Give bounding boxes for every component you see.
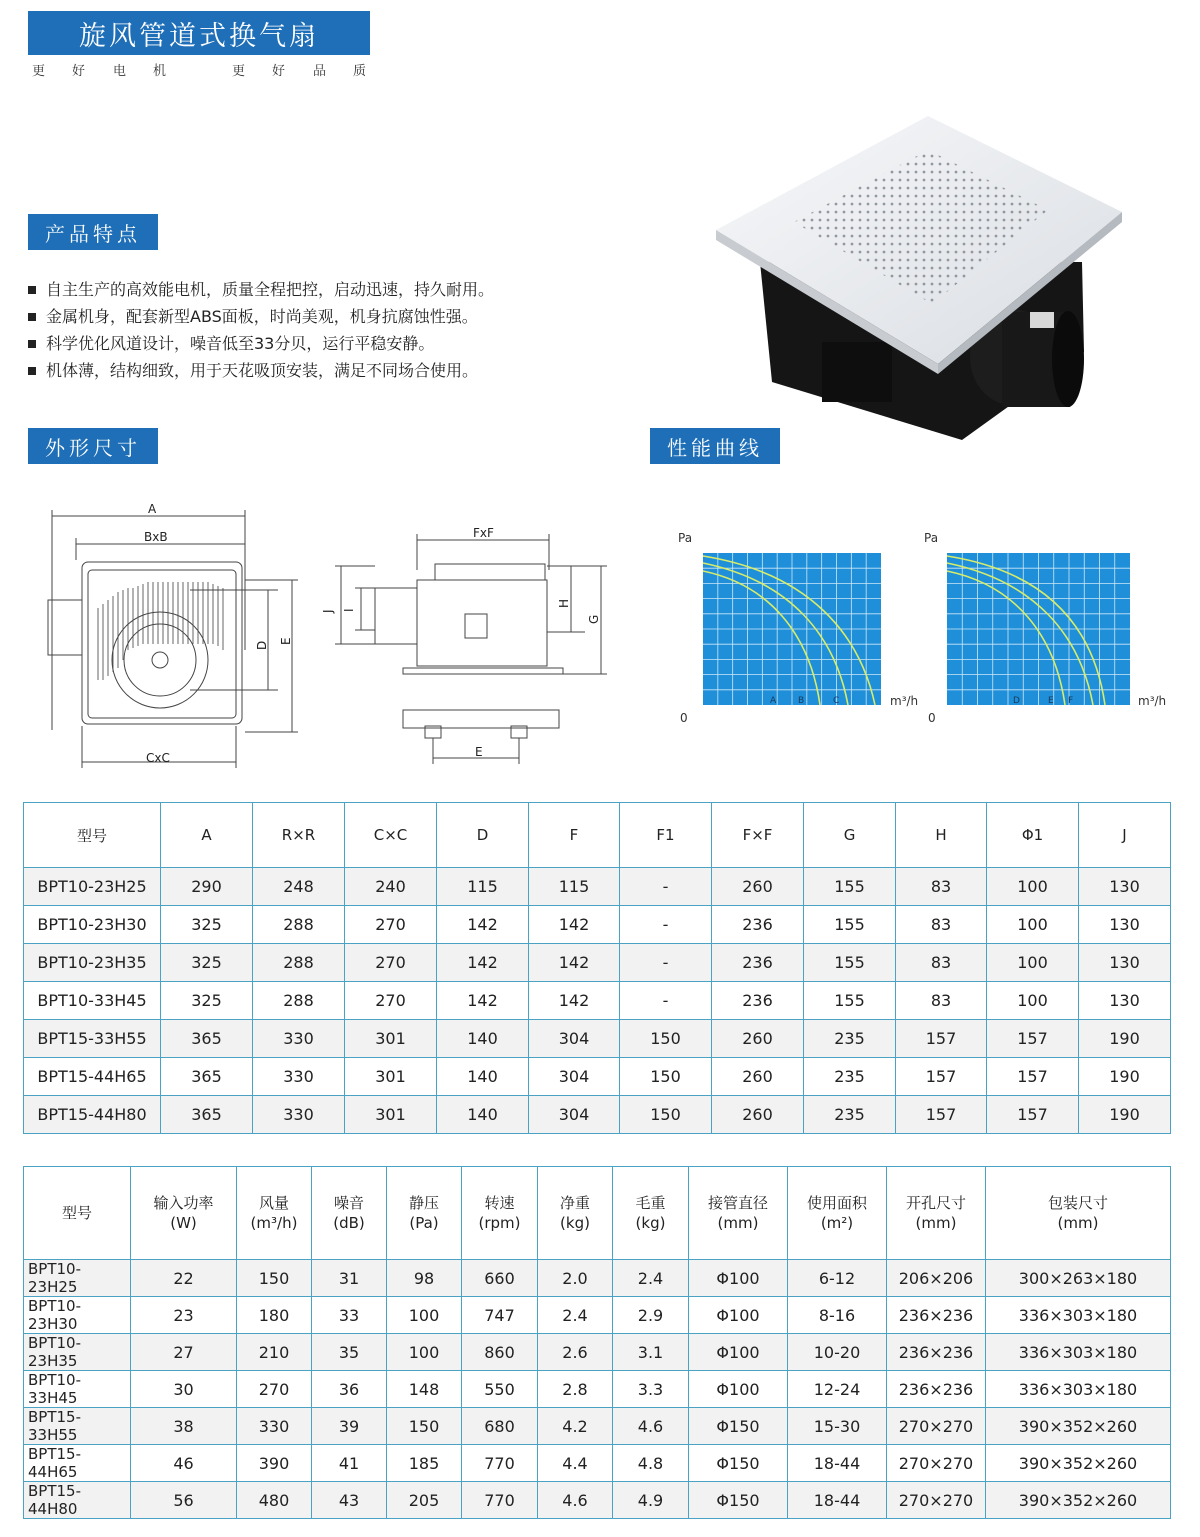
table-cell: BPT10-33H45 [24,982,161,1020]
table-cell: 157 [896,1058,987,1096]
table-cell: 4.8 [613,1445,689,1482]
table-cell: BPT15-44H65 [24,1058,161,1096]
table-cell: 206×206 [887,1260,986,1297]
table-cell: 100 [987,944,1079,982]
header-label: 净重 [559,1194,590,1212]
table-cell: Φ100 [689,1297,788,1334]
table-cell: 290 [161,868,253,906]
table-cell: 660 [462,1260,538,1297]
table-cell: 235 [804,1058,896,1096]
table-cell: 140 [437,1020,529,1058]
dimensions-section-title: 外形尺寸 [28,428,158,464]
table-header-cell: Φ1 [987,803,1079,868]
table-cell: BPT10-33H45 [24,1371,131,1408]
table-cell: 100 [987,906,1079,944]
table-cell: 236×236 [887,1371,986,1408]
header-label: 开孔尺寸 [905,1194,966,1212]
table-header-cell [131,1167,237,1260]
table-cell: BPT10-23H35 [24,1334,131,1371]
table-cell: Φ100 [689,1334,788,1371]
table-header-cell: C×C [345,803,437,868]
header-unit: (rpm) [478,1214,521,1232]
table-row [24,1408,1171,1445]
feature-item: 科学优化风道设计，噪音低至33分贝，运行平稳安静。 [28,330,494,357]
table-cell: 4.2 [538,1408,613,1445]
table-cell: 36 [312,1371,387,1408]
table-cell: 2.6 [538,1334,613,1371]
table-row [24,1445,1171,1482]
header-unit: (Pa) [409,1214,439,1232]
curve-label-e: E [1048,696,1054,706]
table-cell: 390×352×260 [986,1445,1171,1482]
header-label: 使用面积 [806,1194,867,1212]
table-cell: 680 [462,1408,538,1445]
origin-left: 0 [680,711,688,725]
table-cell: 150 [620,1020,712,1058]
table-cell: 860 [462,1334,538,1371]
table-cell: 301 [345,1020,437,1058]
table-cell: 142 [437,982,529,1020]
table-cell: 325 [161,982,253,1020]
header-unit: (mm) [1057,1214,1099,1232]
table-cell: Φ100 [689,1260,788,1297]
curve-label-a: A [770,696,777,706]
table-cell: 155 [804,868,896,906]
table-cell: 235 [804,1020,896,1058]
table-header-cell [689,1167,788,1260]
product-image [712,112,1124,442]
table-cell: - [620,868,712,906]
table-row [24,982,1171,1020]
dim-label-j: J [321,609,335,613]
table-header-cell: R×R [253,803,345,868]
table-cell: 270×270 [887,1408,986,1445]
table-cell: 270×270 [887,1482,986,1519]
table-cell: 27 [131,1334,237,1371]
table-cell: 83 [896,868,987,906]
page-title: 旋风管道式换气扇 [28,11,370,55]
table-cell: 115 [437,868,529,906]
table-cell: 142 [437,906,529,944]
table-cell: 140 [437,1058,529,1096]
header-unit: (m²) [820,1214,854,1232]
x-axis-label-right: m³/h [1138,694,1167,708]
table-cell: 150 [237,1260,312,1297]
table-cell: 248 [253,868,345,906]
header-unit: (W) [170,1214,197,1232]
dimension-table [23,802,1171,1134]
spec-table [23,1166,1171,1519]
table-row [24,1482,1171,1519]
table-cell: 336×303×180 [986,1334,1171,1371]
table-cell: 236 [712,982,804,1020]
table-cell: 148 [387,1371,462,1408]
table-cell: 304 [529,1096,620,1134]
table-cell: 260 [712,1096,804,1134]
feature-item: 金属机身，配套新型ABS面板，时尚美观，机身抗腐蚀性强。 [28,303,494,330]
dim-label-h: H [557,598,571,608]
table-cell: 2.8 [538,1371,613,1408]
table-cell: 270×270 [887,1445,986,1482]
table-row [24,1020,1171,1058]
table-row [24,1096,1171,1134]
table-cell: 157 [987,1058,1079,1096]
table-header-cell: A [161,803,253,868]
table-cell: 390 [237,1445,312,1482]
table-cell: 236×236 [887,1297,986,1334]
curve-label-d: D [1013,696,1020,706]
header-unit: (m³/h) [250,1214,298,1232]
table-row [24,1334,1171,1371]
table-cell: 4.6 [538,1482,613,1519]
table-header-cell [237,1167,312,1260]
table-cell: 157 [987,1096,1079,1134]
table-cell: 325 [161,906,253,944]
dim-label-i: I [342,608,356,612]
header-label: 包装尺寸 [1047,1194,1108,1212]
table-cell: 3.3 [613,1371,689,1408]
table-cell: 100 [387,1297,462,1334]
table-cell: 260 [712,1058,804,1096]
table-cell: 155 [804,944,896,982]
header-label: 风量 [258,1194,289,1212]
table-cell: 205 [387,1482,462,1519]
table-cell: 330 [253,1058,345,1096]
table-cell: 100 [987,982,1079,1020]
table-cell: 98 [387,1260,462,1297]
table-header-cell: G [804,803,896,868]
table-cell: 240 [345,868,437,906]
table-cell: 2.9 [613,1297,689,1334]
table-cell: 150 [620,1096,712,1134]
table-cell: - [620,982,712,1020]
curve-label-f: F [1068,696,1074,706]
table-row [24,1058,1171,1096]
table-cell: 35 [312,1334,387,1371]
table-cell: 270 [237,1371,312,1408]
table-cell: 142 [437,944,529,982]
table-header-cell [387,1167,462,1260]
table-cell: 22 [131,1260,237,1297]
header-label: 接管直径 [707,1194,768,1212]
table-cell: 157 [987,1020,1079,1058]
table-cell: BPT10-23H30 [24,1297,131,1334]
table-cell: 270 [345,982,437,1020]
table-header-cell [986,1167,1171,1260]
table-cell: 300×263×180 [986,1260,1171,1297]
table-cell: 180 [237,1297,312,1334]
table-cell: 330 [253,1020,345,1058]
table-header-cell [887,1167,986,1260]
table-cell: 301 [345,1058,437,1096]
table-header-cell [788,1167,887,1260]
header-label: 噪音 [333,1194,364,1212]
table-row [24,1371,1171,1408]
performance-curves [670,525,1180,730]
table-cell: 288 [253,982,345,1020]
table-cell: 325 [161,944,253,982]
table-header-cell [538,1167,613,1260]
table-cell: 304 [529,1058,620,1096]
table-cell: BPT10-23H30 [24,906,161,944]
table-cell: 260 [712,1020,804,1058]
table-cell: 330 [253,1096,345,1134]
table-header-cell: 型号 [24,803,161,868]
table-cell: 336×303×180 [986,1371,1171,1408]
table-cell: 288 [253,906,345,944]
side-view-drawing [321,520,615,770]
table-cell: 330 [237,1408,312,1445]
table-cell: 365 [161,1096,253,1134]
table-cell: 155 [804,906,896,944]
table-cell: 18-44 [788,1445,887,1482]
table-cell: 390×352×260 [986,1482,1171,1519]
dim-label-fxf: FxF [473,526,494,540]
feature-item: 自主生产的高效能电机，质量全程把控，启动迅速，持久耐用。 [28,276,494,303]
table-cell: 140 [437,1096,529,1134]
curves-section-title: 性能曲线 [650,428,780,464]
features-list [28,276,494,384]
table-cell: 301 [345,1096,437,1134]
table-cell: 190 [1079,1058,1171,1096]
table-cell: 56 [131,1482,237,1519]
table-cell: 100 [987,868,1079,906]
table-header-cell: F [529,803,620,868]
table-cell: 83 [896,906,987,944]
table-cell: 235 [804,1096,896,1134]
table-cell: 23 [131,1297,237,1334]
top-view-drawing [40,500,305,775]
table-cell: 10-20 [788,1334,887,1371]
dim-label-bxb: BxB [144,530,168,544]
table-cell: 2.0 [538,1260,613,1297]
table-cell: BPT10-23H35 [24,944,161,982]
table-cell: 83 [896,982,987,1020]
table-cell: 236 [712,944,804,982]
table-cell: 770 [462,1445,538,1482]
table-header-cell [312,1167,387,1260]
table-cell: 4.9 [613,1482,689,1519]
table-cell: 236 [712,906,804,944]
dim-label-cxc: CxC [146,751,170,765]
table-cell: 33 [312,1297,387,1334]
table-row [24,906,1171,944]
curve-label-c: C [833,696,840,706]
table-cell: 157 [896,1096,987,1134]
table-cell: 770 [462,1482,538,1519]
table-cell: 4.6 [613,1408,689,1445]
table-cell: 288 [253,944,345,982]
table-cell: 336×303×180 [986,1297,1171,1334]
table-cell: - [620,944,712,982]
table-cell: 46 [131,1445,237,1482]
table-header-cell [462,1167,538,1260]
table-cell: Φ150 [689,1482,788,1519]
table-header-cell: J [1079,803,1171,868]
table-header-cell [24,1167,131,1260]
table-cell: BPT15-44H65 [24,1445,131,1482]
table-header-cell [613,1167,689,1260]
header-label: 型号 [61,1204,92,1222]
table-cell: 83 [896,944,987,982]
table-cell: 15-30 [788,1408,887,1445]
header-unit: (mm) [915,1214,957,1232]
table-cell: - [620,906,712,944]
table-row [24,1297,1171,1334]
dim-label-a: A [148,502,157,516]
table-cell: BPT15-44H80 [24,1482,131,1519]
table-header-cell: D [437,803,529,868]
table-cell: 210 [237,1334,312,1371]
table-cell: 130 [1079,982,1171,1020]
table-row [24,868,1171,906]
dim-label-d: D [255,640,269,650]
table-cell: 550 [462,1371,538,1408]
table-cell: 12-24 [788,1371,887,1408]
curve-label-b: B [798,696,805,706]
header-label: 静压 [408,1194,439,1212]
header-label: 毛重 [635,1194,666,1212]
table-cell: Φ100 [689,1371,788,1408]
curve-chart-right [924,531,1166,725]
table-cell: 8-16 [788,1297,887,1334]
table-header-cell: F×F [712,803,804,868]
table-cell: 185 [387,1445,462,1482]
table-cell: 236×236 [887,1334,986,1371]
dim-label-g: G [587,614,601,624]
header-unit: (mm) [717,1214,759,1232]
table-cell: 142 [529,906,620,944]
table-cell: 39 [312,1408,387,1445]
table-cell: 18-44 [788,1482,887,1519]
table-cell: 480 [237,1482,312,1519]
table-cell: BPT15-44H80 [24,1096,161,1134]
table-cell: 155 [804,982,896,1020]
dim-label-e: E [279,637,293,645]
table-cell: 3.1 [613,1334,689,1371]
table-header-cell: H [896,803,987,868]
table-cell: 115 [529,868,620,906]
header-label: 转速 [484,1194,515,1212]
header-unit: (kg) [635,1214,666,1232]
table-cell: 100 [387,1334,462,1371]
table-cell: 6-12 [788,1260,887,1297]
header-unit: (kg) [560,1214,590,1232]
table-cell: 38 [131,1408,237,1445]
table-cell: 142 [529,944,620,982]
table-cell: 130 [1079,906,1171,944]
table-cell: 150 [620,1058,712,1096]
y-axis-label-left: Pa [678,531,693,545]
table-row [24,1260,1171,1297]
x-axis-label-left: m³/h [890,694,919,708]
table-cell: 41 [312,1445,387,1482]
header-label: 输入功率 [153,1194,214,1212]
table-cell: 304 [529,1020,620,1058]
table-cell: 747 [462,1297,538,1334]
table-cell: 31 [312,1260,387,1297]
table-cell: Φ150 [689,1445,788,1482]
table-cell: BPT10-23H25 [24,868,161,906]
table-cell: 43 [312,1482,387,1519]
table-cell: 270 [345,944,437,982]
table-cell: 142 [529,982,620,1020]
table-cell: 190 [1079,1096,1171,1134]
origin-right: 0 [928,711,936,725]
table-cell: 2.4 [538,1297,613,1334]
feature-item: 机体薄，结构细致，用于天花吸顶安装，满足不同场合使用。 [28,357,494,384]
table-cell: 4.4 [538,1445,613,1482]
table-cell: 365 [161,1058,253,1096]
y-axis-label-right: Pa [924,531,939,545]
table-cell: 2.4 [613,1260,689,1297]
table-cell: Φ150 [689,1408,788,1445]
header-unit: (dB) [333,1214,365,1232]
table-cell: 270 [345,906,437,944]
table-cell: 260 [712,868,804,906]
table-cell: BPT15-33H55 [24,1408,131,1445]
table-cell: 30 [131,1371,237,1408]
table-cell: BPT10-23H25 [24,1260,131,1297]
table-row [24,944,1171,982]
table-cell: 150 [387,1408,462,1445]
table-cell: 130 [1079,944,1171,982]
features-section-title: 产品特点 [28,214,158,250]
table-cell: 390×352×260 [986,1408,1171,1445]
dim-label-e-side: E [475,745,483,759]
table-cell: 157 [896,1020,987,1058]
table-cell: 190 [1079,1020,1171,1058]
curve-chart-left [678,531,918,725]
table-cell: 365 [161,1020,253,1058]
table-cell: 130 [1079,868,1171,906]
table-cell: BPT15-33H55 [24,1020,161,1058]
table-header-cell: F1 [620,803,712,868]
